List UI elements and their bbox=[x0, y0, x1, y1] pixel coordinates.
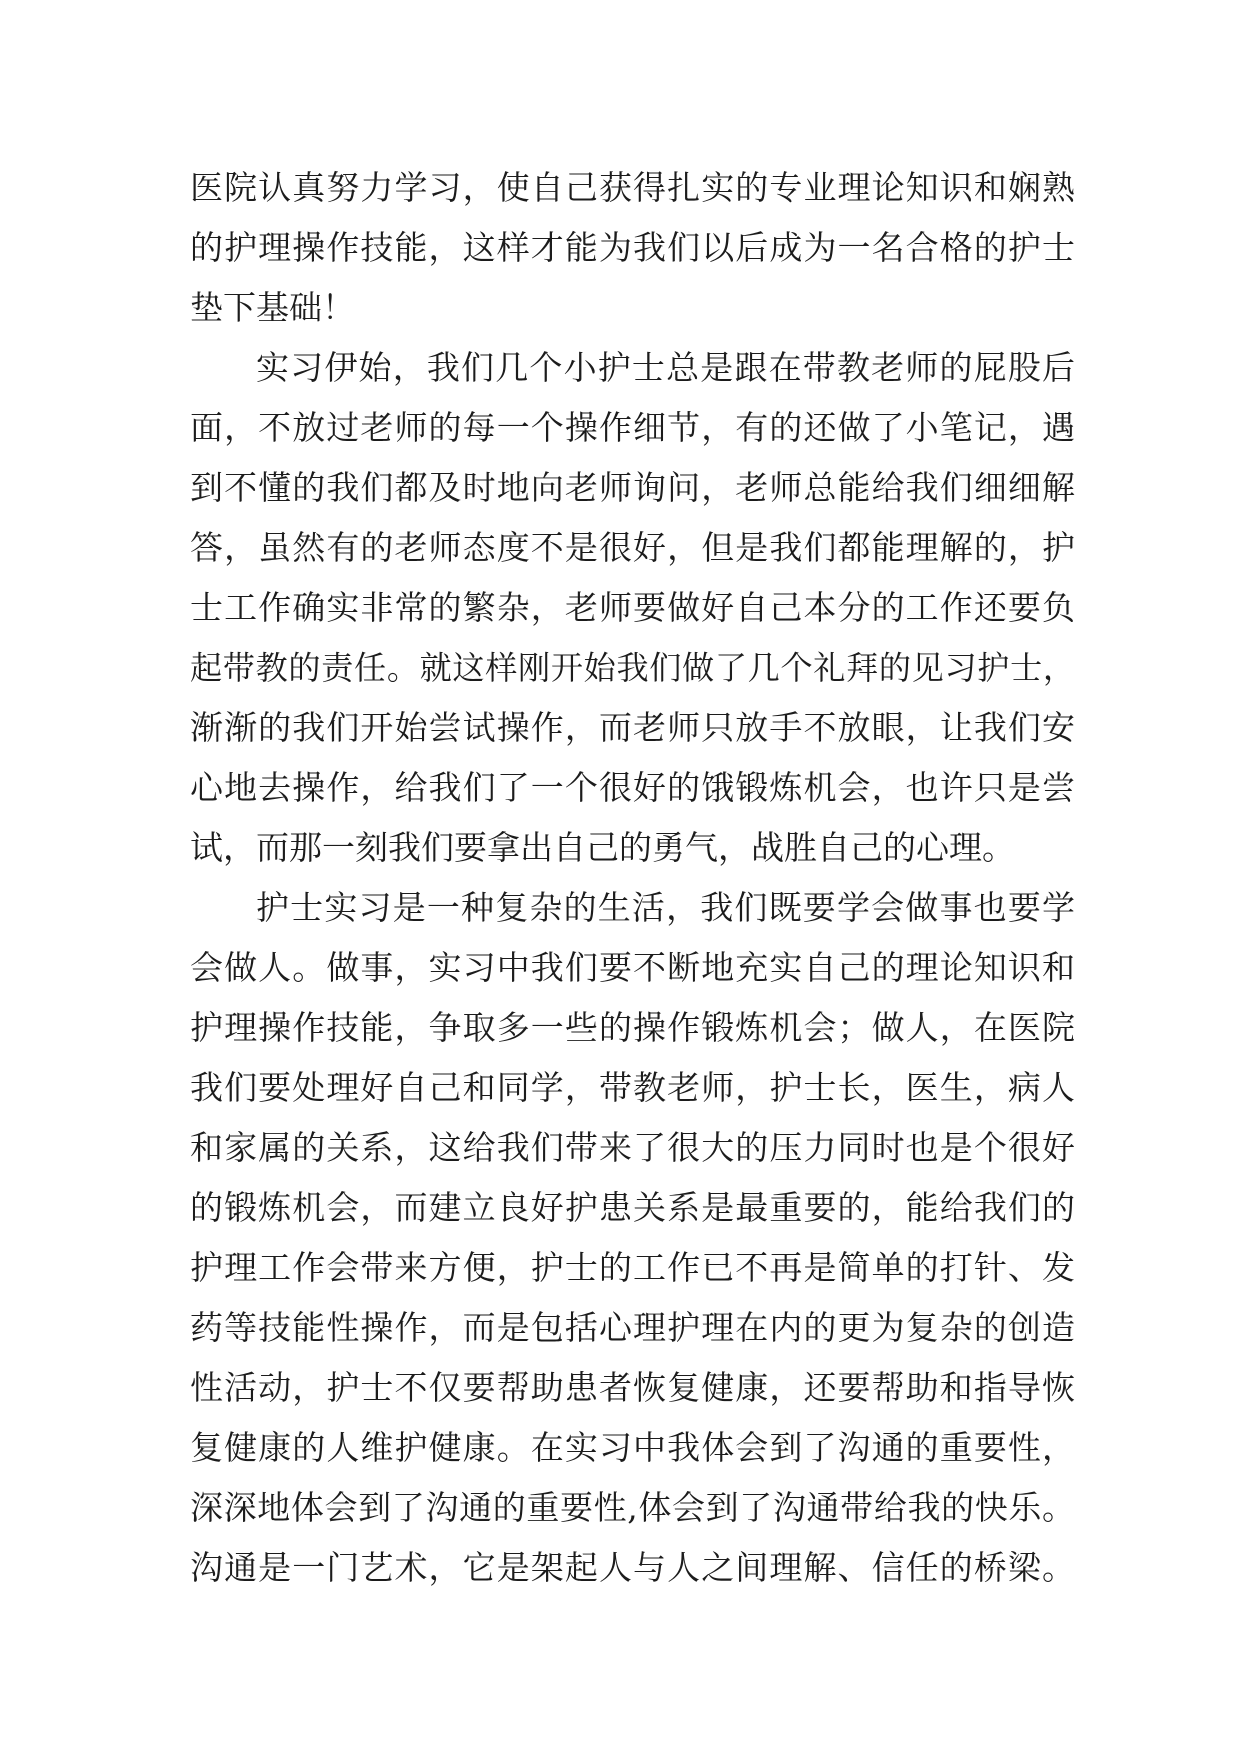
text-line: 我们要处理好自己和同学，带教老师，护士长，医生，病人 bbox=[190, 1068, 1075, 1107]
text-line: 的护理操作技能，这样才能为我们以后成为一名合格的护士 bbox=[190, 228, 1075, 267]
text-line: 深深地体会到了沟通的重要性,体会到了沟通带给我的快乐。 bbox=[190, 1488, 1075, 1527]
text-line: 会做人。做事，实习中我们要不断地充实自己的理论知识和 bbox=[190, 948, 1075, 987]
text-line: 实习伊始，我们几个小护士总是跟在带教老师的屁股后 bbox=[256, 348, 1075, 387]
text-line: 医院认真努力学习，使自己获得扎实的专业理论知识和娴熟 bbox=[190, 168, 1075, 207]
text-line: 护理工作会带来方便，护士的工作已不再是简单的打针、发 bbox=[190, 1248, 1075, 1287]
body-text bbox=[190, 158, 1075, 1598]
text-line: 士工作确实非常的繁杂，老师要做好自己本分的工作还要负 bbox=[190, 588, 1075, 627]
text-line: 渐渐的我们开始尝试操作，而老师只放手不放眼，让我们安 bbox=[190, 708, 1075, 747]
text-line: 心地去操作，给我们了一个很好的饿锻炼机会，也许只是尝 bbox=[190, 768, 1075, 807]
text-line: 和家属的关系，这给我们带来了很大的压力同时也是个很好 bbox=[190, 1128, 1075, 1167]
text-line: 护士实习是一种复杂的生活，我们既要学会做事也要学 bbox=[256, 888, 1075, 927]
text-line: 性活动，护士不仅要帮助患者恢复健康，还要帮助和指导恢 bbox=[190, 1368, 1075, 1407]
text-line: 沟通是一门艺术，它是架起人与人之间理解、信任的桥梁。 bbox=[190, 1548, 1075, 1587]
text-line: 复健康的人维护健康。在实习中我体会到了沟通的重要性， bbox=[190, 1428, 1075, 1467]
text-line: 答，虽然有的老师态度不是很好，但是我们都能理解的，护 bbox=[190, 528, 1075, 567]
text-line: 护理操作技能，争取多一些的操作锻炼机会；做人，在医院 bbox=[190, 1008, 1075, 1047]
text-line: 面，不放过老师的每一个操作细节，有的还做了小笔记，遇 bbox=[190, 408, 1075, 447]
text-line: 到不懂的我们都及时地向老师询问，老师总能给我们细细解 bbox=[190, 468, 1075, 507]
text-line: 的锻炼机会，而建立良好护患关系是最重要的，能给我们的 bbox=[190, 1188, 1075, 1227]
text-line: 试，而那一刻我们要拿出自己的勇气，战胜自己的心理。 bbox=[190, 828, 1015, 867]
text-line: 垫下基础！ bbox=[190, 288, 355, 327]
text-line: 药等技能性操作，而是包括心理护理在内的更为复杂的创造 bbox=[190, 1308, 1075, 1347]
text-line: 起带教的责任。就这样刚开始我们做了几个礼拜的见习护士， bbox=[190, 649, 1075, 687]
